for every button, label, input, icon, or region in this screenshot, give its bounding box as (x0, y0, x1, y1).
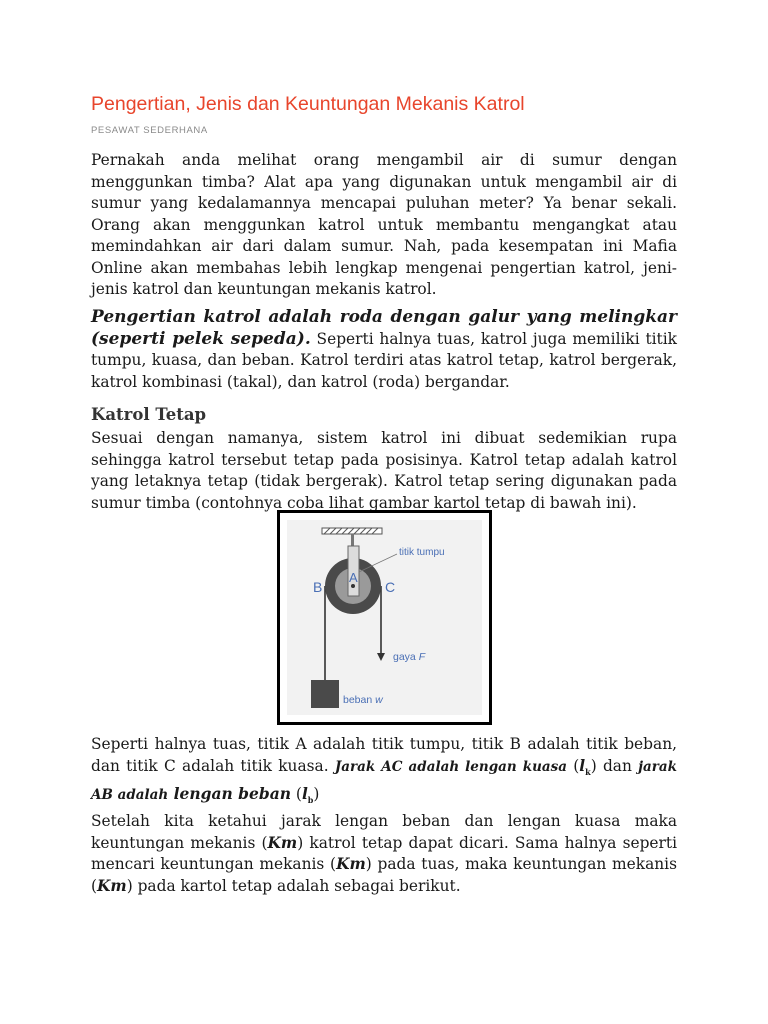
points-text: Seperti halnya tuas, titik A adalah titik tumpu, titik B adalah titik beban, dan titik C adalah titik kuasa. (91, 735, 677, 775)
section-heading: Katrol Tetap (91, 405, 207, 424)
pulley-diagram (277, 510, 492, 725)
lengan-kuasa-em: Jarak AC adalah lengan kuasa (334, 758, 568, 775)
category-label[interactable]: PESAWAT SEDERHANA (91, 125, 208, 136)
km-paragraph (91, 811, 677, 897)
subscript-b: b (307, 795, 314, 806)
label-C: C (385, 579, 396, 595)
ab-adalah-em: AB adalah (91, 787, 169, 804)
symbol-l-b: l (301, 785, 308, 804)
km-symbol-3: Km (97, 876, 127, 895)
paren-open-2: ( (291, 785, 302, 804)
km-symbol-2: Km (336, 855, 366, 873)
intro-paragraph: Pernakah anda melihat orang mengambil air di sumur dengan menggunkan timba? Alat apa yang digunakan untuk mengambil air di sumur yang kedalamannya mencapai puluhan meter? Ya benar sekali. Orang akan menggunkan katrol untuk membantu mengangkat atau memindahkan air dari dalam sumur. Nah, pada kesempatan ini Mafia Online akan membahas lebih lengkap mengenai pengertian katrol, jeni-jenis katrol dan keuntungan mekanis katrol. (91, 151, 677, 298)
after-figure-paragraph (91, 734, 677, 812)
km-symbol-1: Km (267, 833, 298, 852)
label-titik-tumpu: titik tumpu (399, 547, 445, 558)
fixed-pulley-figure (277, 510, 492, 725)
paren-open-1: ( (567, 756, 580, 775)
ceiling-hatch (322, 528, 382, 534)
section-body: Sesuai dengan namanya, sistem katrol ini dibuat sedemikian rupa sehingga katrol tersebut tetap pada posisinya. Katrol tetap adalah katrol yang letaknya tetap (tidak bergerak). Katrol tetap sering digunakan pada sumur timba (contohnya coba lihat gambar kartol tetap di bawah ini). (91, 429, 677, 512)
label-B: B (313, 579, 323, 595)
and-word: dan (596, 756, 639, 775)
weight-block (311, 680, 339, 708)
label-beban: beban w (343, 694, 383, 706)
label-A: A (349, 570, 358, 585)
km-text-3: ) pada tuas, maka keuntungan mekanis ( (91, 855, 677, 895)
jarak-em: jarak (638, 758, 677, 775)
article-title[interactable]: Pengertian, Jenis dan Keuntungan Mekanis Katrol (91, 93, 525, 115)
symbol-l-k: l (579, 756, 586, 775)
definition-rest: Seperti halnya tuas, katrol juga memiliki titik tumpu, kuasa, dan beban. Katrol terdiri atas katrol tetap, katrol bergerak, katrol kombinasi (takal), dan katrol (roda) bergandar. (91, 329, 677, 391)
paren-close-1: ) (590, 756, 597, 775)
paren-close-2: ) (313, 785, 320, 804)
label-gaya: gaya F (393, 651, 426, 663)
km-text-4: ) pada kartol tetap adalah sebagai berikut. (126, 876, 461, 895)
subscript-k: k (585, 766, 591, 777)
km-text-2: ) katrol tetap dapat dicari. Sama halnya seperti mencari keuntungan mekanis ( (91, 833, 678, 873)
definition-lead: Pengertian katrol adalah roda dengan galur yang melingkar (seperti pelek sepeda). (91, 307, 677, 349)
lengan-beban-em: lengan beban (168, 784, 292, 804)
km-text-1: Setelah kita ketahui jarak lengan beban dan lengan kuasa maka keuntungan mekanis ( (91, 812, 677, 852)
definition-paragraph (91, 307, 677, 393)
